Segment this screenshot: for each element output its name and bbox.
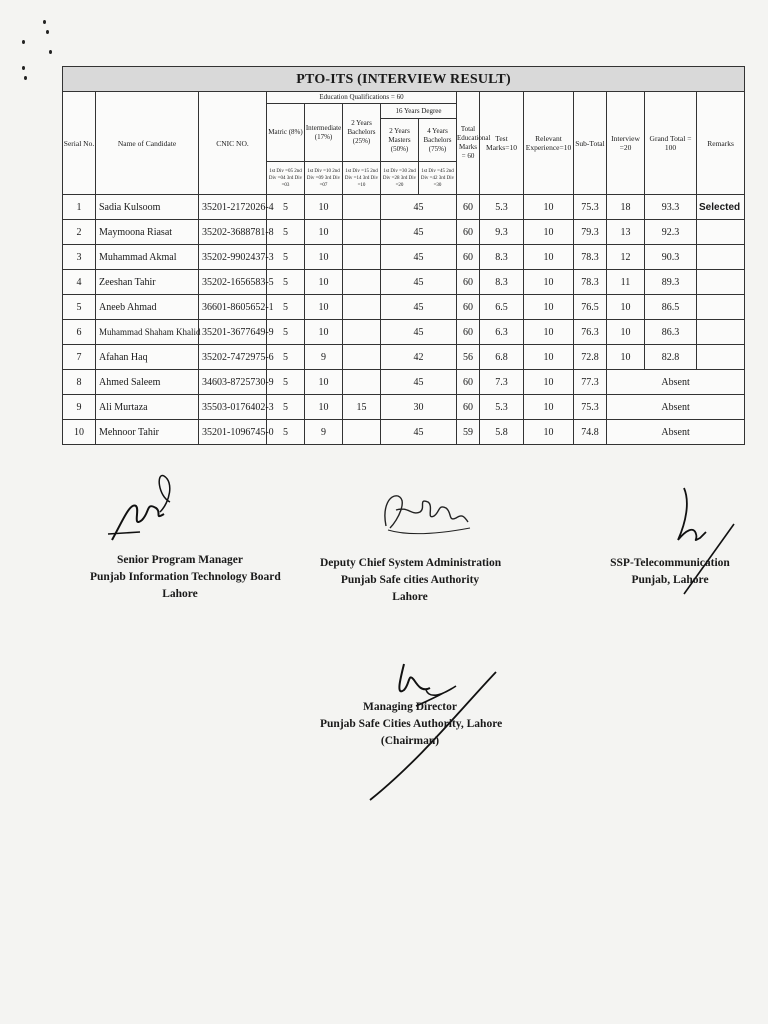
cell-bachelors-2yr: [343, 270, 381, 295]
cell-test: 5.3: [480, 395, 524, 420]
cell-matric: 5: [267, 395, 305, 420]
cell-experience: 10: [524, 345, 574, 370]
cell-cnic: 35201-2172026-4: [199, 195, 267, 220]
table-row: [63, 320, 745, 345]
cell-experience: 10: [524, 370, 574, 395]
cell-total-edu: 59: [457, 420, 480, 445]
table-row: [63, 420, 745, 445]
criteria-masters-2yr: 1st Div =30 2nd Div =28 3rd Div =20: [381, 162, 419, 195]
cell-test: 9.3: [480, 220, 524, 245]
cell-cnic: 35202-3688781-8: [199, 220, 267, 245]
cell-remarks: [697, 320, 745, 345]
cell-subtotal: 78.3: [574, 245, 607, 270]
cell-cnic: 35201-1096745-0: [199, 420, 267, 445]
criteria-intermediate: 1st Div =10 2nd Div =09 3rd Div =07: [305, 162, 343, 195]
cell-grand-total: 93.3: [645, 195, 697, 220]
cell-interview: 10: [607, 320, 645, 345]
interview-result-table: [62, 66, 745, 445]
cell-experience: 10: [524, 270, 574, 295]
signatory-org: Punjab Information Technology Board: [90, 571, 281, 583]
signatory-org: Punjab, Lahore: [631, 574, 709, 586]
cell-bachelors-2yr: [343, 420, 381, 445]
header-cnic: CNIC NO.: [199, 92, 267, 195]
cell-absent: Absent: [607, 395, 745, 420]
cell-matric: 5: [267, 245, 305, 270]
cell-name: Aneeb Ahmad: [96, 295, 199, 320]
cell-absent: Absent: [607, 420, 745, 445]
cell-total-edu: 60: [457, 295, 480, 320]
cell-cnic: 34603-8725730-9: [199, 370, 267, 395]
scan-speck: [24, 76, 27, 80]
cell-matric: 5: [267, 345, 305, 370]
cell-remarks: Selected: [697, 195, 745, 220]
cell-cnic: 35201-3677649-9: [199, 320, 267, 345]
cell-subtotal: 76.5: [574, 295, 607, 320]
cell-name: Afahan Haq: [96, 345, 199, 370]
header-16yr-degree: 16 Years Degree: [381, 104, 457, 119]
signature-deputy-chief: [368, 486, 478, 546]
cell-remarks: [697, 345, 745, 370]
table-row: [63, 295, 745, 320]
cell-total-edu: 56: [457, 345, 480, 370]
header-interview: Interview =20: [607, 92, 645, 195]
cell-experience: 10: [524, 195, 574, 220]
cell-intermediate: 9: [305, 345, 343, 370]
table-row: [63, 395, 745, 420]
scan-speck: [22, 66, 25, 70]
cell-total-edu: 60: [457, 195, 480, 220]
scan-speck: [46, 30, 49, 34]
signatory-ssp-telecom: [600, 555, 740, 589]
cell-cnic: 35202-9902437-3: [199, 245, 267, 270]
cell-total-edu: 60: [457, 220, 480, 245]
criteria-bachelors-2yr: 1st Div =15 2nd Div =14 3rd Div =10: [343, 162, 381, 195]
criteria-matric: 1st Div =05 2nd Div =04 3rd Div =03: [267, 162, 305, 195]
table-row: [63, 345, 745, 370]
cell-bachelors-2yr: [343, 295, 381, 320]
cell-matric: 5: [267, 270, 305, 295]
cell-16yr-degree: 45: [381, 220, 457, 245]
cell-matric: 5: [267, 320, 305, 345]
cell-serial: 4: [63, 270, 96, 295]
header-matric: Matric (8%): [267, 104, 305, 162]
cell-serial: 5: [63, 295, 96, 320]
cell-name: Ahmed Saleem: [96, 370, 199, 395]
table-title: PTO-ITS (INTERVIEW RESULT): [63, 67, 745, 92]
cell-remarks: [697, 220, 745, 245]
header-subtotal: Sub-Total: [574, 92, 607, 195]
cell-bachelors-2yr: [343, 220, 381, 245]
cell-matric: 5: [267, 295, 305, 320]
cell-intermediate: 10: [305, 395, 343, 420]
header-serial: Serial No.: [63, 92, 96, 195]
cell-grand-total: 89.3: [645, 270, 697, 295]
header-total-edu: Total Educational Marks = 60: [457, 92, 480, 195]
table-row: [63, 245, 745, 270]
cell-test: 6.5: [480, 295, 524, 320]
header-education-group: Education Qualifications = 60: [267, 92, 457, 104]
signatory-title: Deputy Chief System Administration: [320, 557, 502, 569]
header-experience: Relevant Experience=10: [524, 92, 574, 195]
cell-test: 6.8: [480, 345, 524, 370]
cell-matric: 5: [267, 420, 305, 445]
cell-experience: 10: [524, 395, 574, 420]
cell-test: 7.3: [480, 370, 524, 395]
cell-serial: 3: [63, 245, 96, 270]
cell-cnic: 35202-7472975-6: [199, 345, 267, 370]
signatory-title: Managing Director: [362, 701, 457, 713]
cell-name: Muhammad Akmal: [96, 245, 199, 270]
cell-intermediate: 10: [305, 220, 343, 245]
cell-intermediate: 10: [305, 320, 343, 345]
header-name: Name of Candidate: [96, 92, 199, 195]
scan-speck: [49, 50, 52, 54]
cell-interview: 10: [607, 295, 645, 320]
signatory-senior-program-manager: [90, 552, 281, 603]
cell-interview: 18: [607, 195, 645, 220]
table-row: [63, 270, 745, 295]
signatory-managing-director: [320, 699, 503, 750]
table-row: [63, 370, 745, 395]
signatory-org: Punjab Safe cities Authority: [340, 574, 480, 586]
cell-interview: 10: [607, 345, 645, 370]
cell-interview: 13: [607, 220, 645, 245]
cell-grand-total: 90.3: [645, 245, 697, 270]
cell-remarks: [697, 270, 745, 295]
cell-experience: 10: [524, 320, 574, 345]
cell-subtotal: 79.3: [574, 220, 607, 245]
cell-serial: 8: [63, 370, 96, 395]
cell-bachelors-2yr: [343, 195, 381, 220]
cell-serial: 9: [63, 395, 96, 420]
cell-subtotal: 75.3: [574, 195, 607, 220]
cell-test: 6.3: [480, 320, 524, 345]
cell-intermediate: 10: [305, 295, 343, 320]
signatory-place: Lahore: [392, 591, 428, 603]
cell-name: Mehnoor Tahir: [96, 420, 199, 445]
cell-grand-total: 82.8: [645, 345, 697, 370]
cell-intermediate: 10: [305, 245, 343, 270]
signatory-title: SSP-Telecommunication: [610, 557, 730, 569]
cell-name: Zeeshan Tahir: [96, 270, 199, 295]
cell-test: 8.3: [480, 245, 524, 270]
cell-16yr-degree: 45: [381, 270, 457, 295]
cell-cnic: 35202-1656583-5: [199, 270, 267, 295]
cell-remarks: [697, 245, 745, 270]
cell-remarks: [697, 295, 745, 320]
scan-speck: [43, 20, 46, 24]
cell-experience: 10: [524, 295, 574, 320]
cell-total-edu: 60: [457, 370, 480, 395]
signature-senior-program-manager: [100, 462, 190, 552]
header-remarks: Remarks: [697, 92, 745, 195]
header-test: Test Marks=10: [480, 92, 524, 195]
cell-name: Ali Murtaza: [96, 395, 199, 420]
cell-experience: 10: [524, 220, 574, 245]
cell-total-edu: 60: [457, 245, 480, 270]
cell-16yr-degree: 45: [381, 320, 457, 345]
cell-name: Muhammad Shaham Khalid: [96, 320, 199, 345]
cell-total-edu: 60: [457, 270, 480, 295]
cell-serial: 2: [63, 220, 96, 245]
cell-subtotal: 76.3: [574, 320, 607, 345]
cell-serial: 6: [63, 320, 96, 345]
cell-bachelors-2yr: [343, 370, 381, 395]
cell-serial: 10: [63, 420, 96, 445]
header-masters-2yr: 2 Years Masters (50%): [381, 119, 419, 162]
cell-matric: 5: [267, 370, 305, 395]
header-grand-total: Grand Total = 100: [645, 92, 697, 195]
cell-serial: 7: [63, 345, 96, 370]
cell-16yr-degree: 45: [381, 245, 457, 270]
cell-total-edu: 60: [457, 320, 480, 345]
cell-16yr-degree: 45: [381, 420, 457, 445]
header-bachelors-4yr: 4 Years Bachelors (75%): [419, 119, 457, 162]
cell-16yr-degree: 45: [381, 195, 457, 220]
cell-subtotal: 74.8: [574, 420, 607, 445]
table-row: [63, 220, 745, 245]
cell-subtotal: 77.3: [574, 370, 607, 395]
signatory-deputy-chief: [320, 555, 500, 606]
criteria-bachelors-4yr: 1st Div =45 2nd Div =42 3rd Div =30: [419, 162, 457, 195]
cell-absent: Absent: [607, 370, 745, 395]
cell-experience: 10: [524, 245, 574, 270]
signatory-place: Lahore: [162, 588, 198, 600]
cell-test: 8.3: [480, 270, 524, 295]
cell-test: 5.8: [480, 420, 524, 445]
cell-subtotal: 78.3: [574, 270, 607, 295]
cell-intermediate: 10: [305, 195, 343, 220]
signatory-org: Punjab Safe Cities Authority, Lahore: [320, 718, 503, 730]
table-row: [63, 195, 745, 220]
cell-intermediate: 9: [305, 420, 343, 445]
cell-interview: 11: [607, 270, 645, 295]
cell-experience: 10: [524, 420, 574, 445]
cell-bachelors-2yr: 15: [343, 395, 381, 420]
cell-16yr-degree: 45: [381, 370, 457, 395]
cell-cnic: 36601-8605652-1: [199, 295, 267, 320]
cell-16yr-degree: 45: [381, 295, 457, 320]
cell-subtotal: 75.3: [574, 395, 607, 420]
scan-speck: [22, 40, 25, 44]
cell-intermediate: 10: [305, 370, 343, 395]
header-bachelors-2yr: 2 Years Bachelors (25%): [343, 104, 381, 162]
cell-bachelors-2yr: [343, 320, 381, 345]
cell-matric: 5: [267, 195, 305, 220]
cell-16yr-degree: 42: [381, 345, 457, 370]
cell-name: Sadia Kulsoom: [96, 195, 199, 220]
cell-grand-total: 86.3: [645, 320, 697, 345]
cell-serial: 1: [63, 195, 96, 220]
cell-grand-total: 92.3: [645, 220, 697, 245]
cell-test: 5.3: [480, 195, 524, 220]
cell-subtotal: 72.8: [574, 345, 607, 370]
header-intermediate: Intermediate (17%): [305, 104, 343, 162]
cell-total-edu: 60: [457, 395, 480, 420]
cell-bachelors-2yr: [343, 345, 381, 370]
cell-bachelors-2yr: [343, 245, 381, 270]
cell-16yr-degree: 30: [381, 395, 457, 420]
cell-name: Maymoona Riasat: [96, 220, 199, 245]
signatory-place: (Chairman): [380, 735, 440, 747]
cell-matric: 5: [267, 220, 305, 245]
signatory-title: Senior Program Manager: [116, 554, 244, 566]
cell-cnic: 35503-0176402-3: [199, 395, 267, 420]
cell-interview: 12: [607, 245, 645, 270]
cell-intermediate: 10: [305, 270, 343, 295]
cell-grand-total: 86.5: [645, 295, 697, 320]
